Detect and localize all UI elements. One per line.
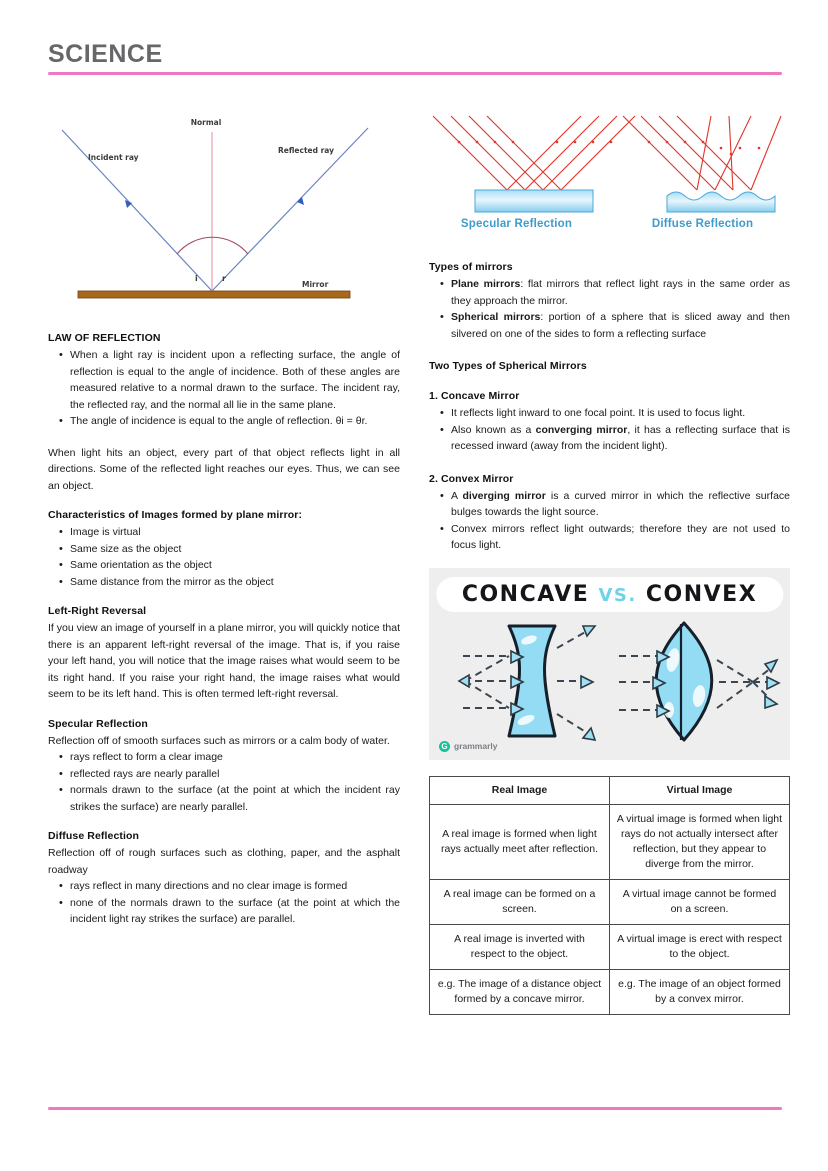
spherical-mirrors-desc: : portion of a sphere that is sliced away and then silvered on one of the sides to form a reflecting surface: [451, 311, 790, 340]
law-of-reflection-diagram: [50, 108, 380, 318]
table-cell: A real image can be formed on a screen.: [430, 879, 610, 924]
diffuse-reflection-caption: Diffuse Reflection: [651, 218, 754, 230]
real-vs-virtual-image-table: [429, 776, 790, 1015]
convex-bullet-pre: A: [451, 489, 463, 502]
right-column: [429, 108, 790, 1015]
table-cell: e.g. The image of a distance object formed by a concave mirror.: [430, 969, 610, 1014]
table-cell: A virtual image cannot be formed on a screen.: [610, 879, 790, 924]
table-row: [430, 804, 790, 879]
types-of-mirrors-list: [429, 276, 790, 342]
list-item: [451, 422, 790, 455]
list-item: • reflected rays are nearly parallel: [70, 766, 400, 783]
specular-reflection-heading: Specular Reflection: [48, 717, 148, 730]
svg-text:i: i: [195, 274, 198, 283]
diffuse-reflection-list: [48, 878, 400, 928]
convex-title-word: CONVEX: [645, 581, 758, 607]
diverging-mirror-term: diverging mirror: [462, 489, 546, 502]
column-header-virtual-image: Virtual Image: [610, 776, 790, 804]
column-header-real-image: Real Image: [430, 776, 610, 804]
table-row: [430, 969, 790, 1014]
law-of-reflection-svg: [50, 108, 380, 318]
list-item: • Image is virtual: [70, 524, 400, 541]
table-cell: A real image is formed when light rays actually meet after reflection.: [430, 804, 610, 879]
list-item: • When a light ray is incident upon a reflecting surface, the angle of reflection is equal to the angle of incidence. Both of these angles are measured relative to a normal drawn to the surface. The incident ray, the reflected ray, and the normal all lie in the same plane.: [70, 347, 400, 413]
concave-bullet-post: , it has a reflecting surface that is recessed inward (away from the incident light).: [451, 423, 790, 452]
svg-text:Incident ray: Incident ray: [88, 153, 139, 162]
vs-label: VS.: [598, 584, 637, 606]
table-cell: A virtual image is formed when light rays do not actually intersect after reflection, but they appear to diverge from the mirror.: [610, 804, 790, 879]
list-item: [451, 488, 790, 521]
list-item: • rays reflect in many directions and no clear image is formed: [70, 878, 400, 895]
list-item: • rays reflect to form a clear image: [70, 749, 400, 766]
specular-vs-diffuse-diagram: [429, 108, 790, 240]
concave-mirror-list: [429, 405, 790, 455]
table-header-row: [430, 776, 790, 804]
list-item: • It reflects light inward to one focal point. It is used to focus light.: [451, 405, 790, 422]
concave-title-word: CONCAVE: [461, 581, 590, 607]
svg-text:Mirror: Mirror: [302, 280, 329, 289]
specular-reflection-caption: Specular Reflection: [460, 218, 573, 230]
left-column: [48, 108, 400, 928]
types-of-mirrors-heading: Types of mirrors: [429, 261, 513, 273]
table-row: [430, 924, 790, 969]
diffuse-reflection-paragraph: Reflection off of rough surfaces such as clothing, paper, and the asphalt roadway: [48, 847, 400, 876]
concave-convex-svg: [429, 568, 790, 760]
spherical-mirrors-term: Spherical mirrors: [451, 311, 541, 323]
list-item: • normals drawn to the surface (at the point at which the incident ray strikes the surface) are nearly parallel.: [70, 782, 400, 815]
plane-mirrors-desc: : flat mirrors that reflect light rays in the same order as they approach the mirror.: [451, 278, 790, 307]
specular-diffuse-svg: [429, 108, 790, 218]
specular-reflection-list: [48, 749, 400, 815]
left-right-reversal-heading: Left-Right Reversal: [48, 605, 147, 617]
table-cell: A virtual image is erect with respect to the object.: [610, 924, 790, 969]
plane-mirror-images-heading: Characteristics of Images formed by plane mirror:: [48, 509, 303, 521]
list-item: • none of the normals drawn to the surface (at the point at which the incident light ray strikes the surface) are parallel.: [70, 895, 400, 928]
convex-mirror-list: [429, 488, 790, 554]
law-of-reflection-heading: LAW OF REFLECTION: [48, 332, 161, 344]
law-of-reflection-list: [48, 347, 400, 430]
footer-divider: [48, 1107, 782, 1110]
list-item: • Same orientation as the object: [70, 557, 400, 574]
convex-mirror-heading: 2. Convex Mirror: [429, 472, 514, 485]
two-types-spherical-heading: Two Types of Spherical Mirrors: [429, 360, 587, 372]
grammarly-watermark: [439, 741, 497, 752]
grammarly-logo-icon: G: [439, 741, 450, 752]
list-item: • Convex mirrors reflect light outwards; therefore they are not used to focus light.: [451, 521, 790, 554]
convex-bullet-post: is a curved mirror in which the reflective surface bulges towards the light source.: [451, 489, 790, 518]
diffuse-reflection-heading: Diffuse Reflection: [48, 830, 140, 842]
table-cell: A real image is inverted with respect to the object.: [430, 924, 610, 969]
list-item: • Same size as the object: [70, 541, 400, 558]
page-title: SCIENCE: [48, 40, 163, 68]
header-divider: [48, 72, 782, 75]
left-right-reversal-paragraph: If you view an image of yourself in a plane mirror, you will quickly notice that there is an apparent left-right reversal of the image. That is, if you raise your left hand, you will notice that the image raises what would seem to be its right hand. If you raise your right hand, the image raises what would seem to be its left hand. This is often termed left-right reversal.: [48, 622, 400, 700]
table-row: [430, 879, 790, 924]
plane-mirrors-term: Plane mirrors: [451, 278, 521, 290]
list-item: [451, 309, 790, 342]
concave-bullet-pre: Also known as a: [451, 423, 536, 436]
concave-mirror-heading: 1. Concave Mirror: [429, 390, 520, 402]
seeing-objects-paragraph: When light hits an object, every part of that object reflects light in all directions. Some of the reflected light reaches our eyes. Thus, we can see an object.: [48, 446, 400, 492]
table-cell: e.g. The image of an object formed by a convex mirror.: [610, 969, 790, 1014]
list-item: • Same distance from the mirror as the object: [70, 574, 400, 591]
svg-text:r: r: [222, 274, 226, 283]
plane-mirror-images-list: [48, 524, 400, 590]
converging-mirror-term: converging mirror: [535, 423, 628, 436]
svg-text:Normal: Normal: [190, 118, 222, 127]
list-item: • The angle of incidence is equal to the angle of reflection. θi = θr.: [70, 413, 400, 430]
grammarly-label: grammarly: [454, 741, 498, 751]
svg-text:Reflected ray: Reflected ray: [278, 146, 335, 155]
specular-reflection-paragraph: Reflection off of smooth surfaces such as mirrors or a calm body of water.: [48, 734, 390, 747]
list-item: [451, 276, 790, 309]
concave-vs-convex-image: [429, 568, 790, 760]
